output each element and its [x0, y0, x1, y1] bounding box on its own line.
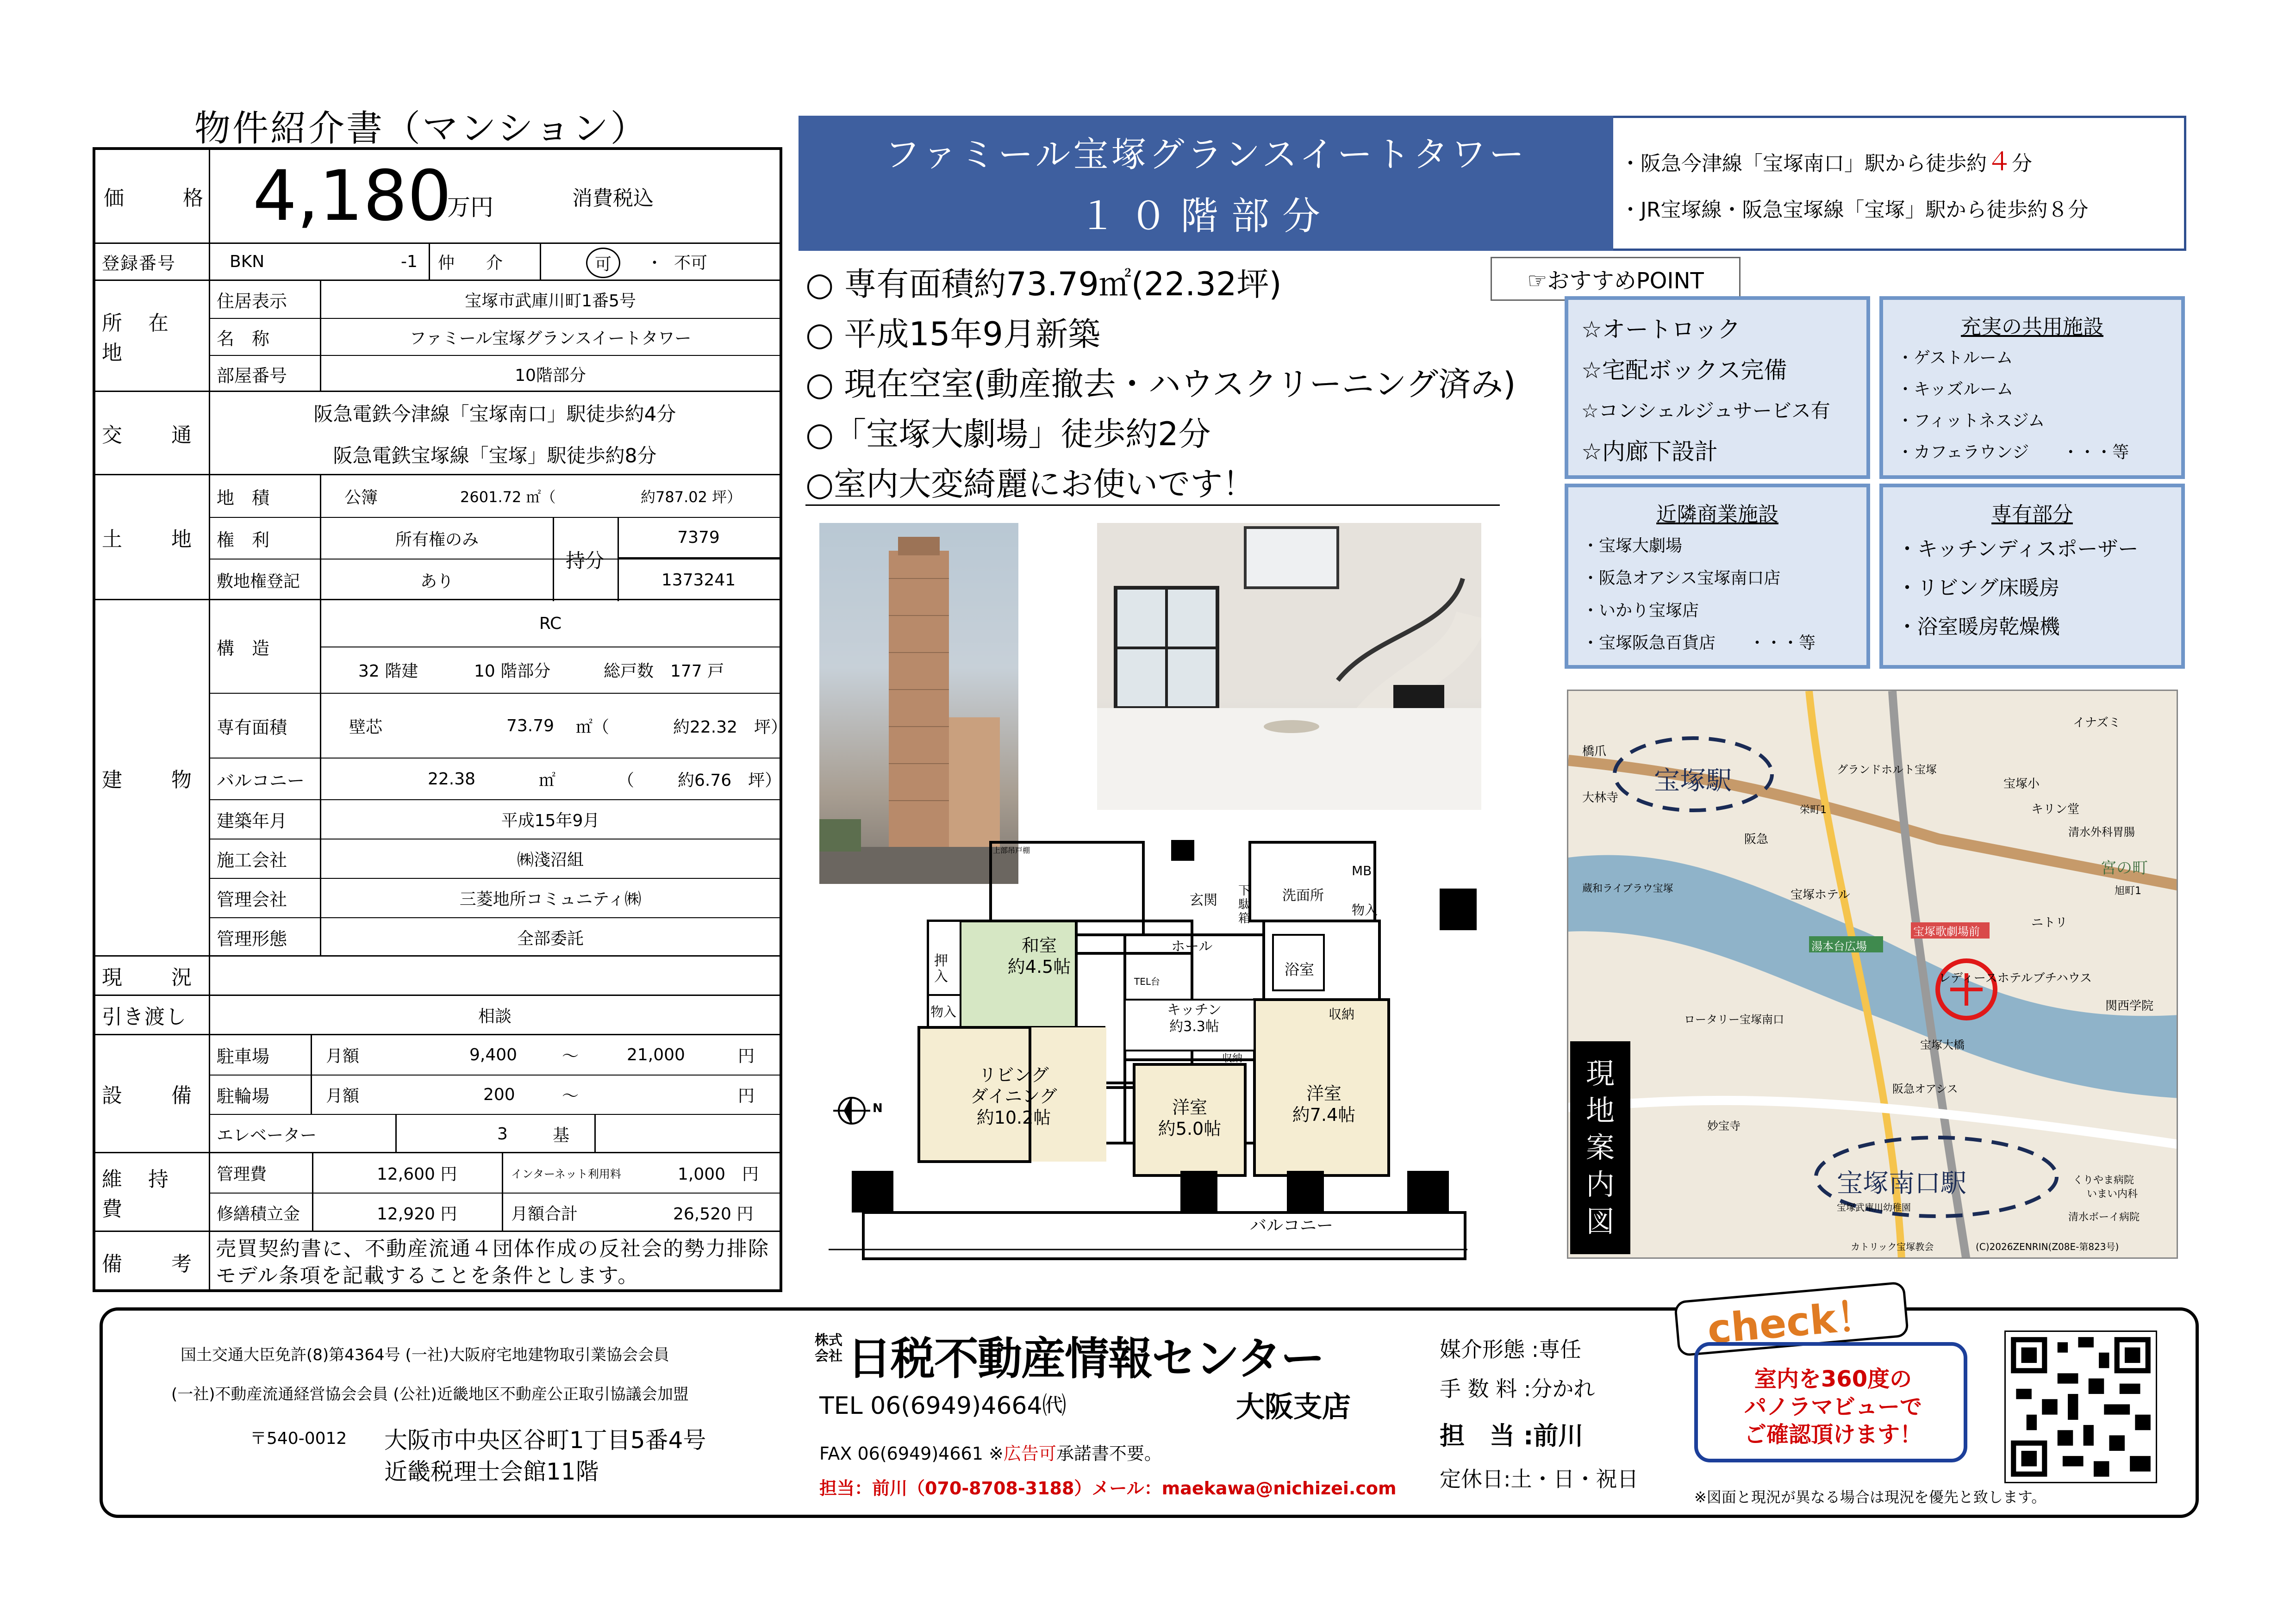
map-label: いまい内科	[2087, 1188, 2138, 1200]
parking-label: 駐車場	[210, 1035, 312, 1075]
broker-sep: ・	[646, 254, 663, 273]
monoire-2-label: 物入	[1352, 902, 1378, 918]
nearby-item: ・阪急オアシス宝塚南口店	[1582, 569, 1781, 588]
location-map	[1567, 690, 2178, 1259]
balcony-unit: ㎡	[539, 771, 556, 790]
private-item: ・キッチンディスポーザー	[1897, 537, 2139, 561]
hall-label: ホール	[1171, 939, 1213, 955]
map-label: 宝塚武庫川幼稚園	[1837, 1202, 1911, 1213]
disclaimer: ※図面と現況が異なる場合は現況を優先と致します。	[1694, 1488, 2046, 1506]
kitchen-label: キッチン 約3.3帖	[1167, 1002, 1222, 1035]
facilities-label: 設 備	[95, 1035, 210, 1152]
point-item: ☆コンシェルジュサービス有	[1581, 399, 1830, 422]
map-label: ロータリー宝塚南口	[1684, 1013, 1784, 1026]
point-item: ☆内廊下設計	[1581, 438, 1718, 465]
registration-suffix: -1	[401, 252, 418, 271]
highlight-item: ○ 現在空室(動産撤去・ハウスクリーニング済み)	[805, 365, 1516, 403]
map-label: レディースホテルブチハウス	[1939, 971, 2092, 985]
balcony-label: バルコニー	[210, 759, 321, 799]
mgmt-type-label: 管理形態	[210, 918, 321, 957]
shared-item: ・ゲストルーム	[1897, 348, 2013, 367]
registration-label: 登録番号	[95, 244, 210, 280]
license-line-1: 国土交通大臣免許(8)第4364号 (一社)大阪府宅地建物取引業協会会員	[181, 1346, 670, 1364]
elevator-count: 3	[497, 1125, 508, 1144]
registration-code: BKN	[230, 252, 265, 271]
oshiire-label: 押入	[934, 953, 948, 985]
getabako-label: 下駄箱	[1238, 884, 1251, 926]
genkan-label: 玄関	[1190, 892, 1217, 908]
company-name: 日税不動産情報センター	[847, 1333, 1324, 1385]
parking-min: 9,400	[469, 1045, 518, 1064]
agent-row: 担 当 :前川	[1440, 1421, 1584, 1450]
land-right-label: 権 利	[210, 518, 321, 559]
location-row	[95, 280, 780, 391]
facilities-row	[95, 1034, 780, 1152]
internet-fee: 1,000 円	[678, 1165, 759, 1184]
share-numerator: 7379	[618, 518, 780, 559]
balcony-value: 22.38	[428, 769, 476, 789]
map-label: 大林寺	[1582, 791, 1619, 805]
highlight-item: ○ 平成15年9月新築	[805, 315, 1100, 353]
holiday-row: 定休日:土・日・祝日	[1440, 1467, 1639, 1492]
map-label: 宝塚歌劇場前	[1913, 925, 1980, 938]
mgmt-co-label: 管理会社	[210, 879, 321, 917]
map-label: ニトリ	[2031, 916, 2068, 930]
room-value: 10階部分	[515, 366, 586, 385]
land-reg-value: あり	[420, 572, 454, 591]
shared-facilities-box	[1879, 296, 2185, 479]
yoshitsu-1-label: 洋室 約5.0帖	[1158, 1097, 1222, 1139]
location-label: 所 在 地	[95, 281, 210, 391]
bike-unit: 円	[738, 1087, 755, 1106]
highlight-item: ○ 専有面積約73.79㎡(22.32坪)	[805, 265, 1282, 303]
address-label: 住居表示	[210, 281, 321, 318]
parking-max: 21,000	[627, 1045, 685, 1064]
north-arrow-icon: N	[873, 1101, 883, 1115]
nearby-item: ・宝塚阪急百貨店 ・・・等	[1582, 634, 1816, 653]
private-item: ・リビング床暖房	[1897, 576, 2060, 600]
floor-area-value: 73.79	[506, 716, 555, 735]
balcony-plan-label: バルコニー	[1250, 1216, 1334, 1235]
fee-row: 手 数 料 :分かれ	[1440, 1376, 1595, 1401]
address-line-1: 大阪市中央区谷町1丁目5番4号	[384, 1427, 706, 1454]
mediation-row: 媒介形態 :専任	[1440, 1337, 1582, 1362]
point-item: ☆宅配ボックス完備	[1581, 357, 1787, 384]
takarazuka-station-label: 宝塚駅	[1654, 766, 1732, 796]
price-row	[95, 150, 780, 243]
branch-name: 大阪支店	[1236, 1390, 1351, 1424]
contact-line: 担当：前川（070-8708-3188）メール：maekawa@nichizei.com	[819, 1478, 1397, 1499]
map-label: グランドホルト宝塚	[1837, 763, 1937, 776]
map-label: 湯本台広場	[1811, 940, 1867, 953]
map-label: くりやま病院	[2073, 1175, 2134, 1186]
nearby-shops-title: 近隣商業施設	[1656, 503, 1778, 526]
builder-value: ㈱淺沼組	[517, 851, 584, 870]
land-area-value: 2601.72 ㎡（	[460, 488, 556, 506]
document-title: 物件紹介書（マンション）	[194, 108, 649, 149]
building-floors: 32 階建	[358, 661, 418, 681]
nearby-shops-box	[1565, 484, 1870, 669]
property-name: ファミール宝塚グランスイートタワー	[885, 134, 1527, 175]
panorama-note: 室内を360度の パノラマビューで ご確認頂けます！	[1744, 1366, 1922, 1448]
mb-label: MB	[1352, 863, 1372, 878]
zip-code: 〒540-0012	[250, 1429, 347, 1448]
access-line-2: ・JR宝塚線・阪急宝塚線「宝塚」駅から徒歩約８分	[1620, 198, 2089, 222]
mgmt-co-value: 三菱地所コミュニティ㈱	[459, 890, 642, 909]
price-label: 価 格	[95, 150, 210, 243]
check-badge: check！	[1674, 1281, 1909, 1356]
land-row	[95, 474, 780, 599]
handover-row	[95, 995, 780, 1034]
built-label: 建築年月	[210, 800, 321, 839]
fax-line: FAX 06(6949)4661 ※広告可承諾書不要。	[819, 1443, 1162, 1464]
remarks-label: 備 考	[95, 1232, 210, 1292]
parking-monthly: 月額	[326, 1047, 360, 1066]
map-label: 関西学院	[2105, 999, 2154, 1013]
map-label: 蔵和ライブラウ宝塚	[1582, 883, 1673, 895]
name-label: 名 称	[210, 319, 321, 355]
access-info	[1620, 139, 2089, 233]
land-area-type: 公簿	[344, 488, 378, 507]
company-prefix: 株式会社	[815, 1332, 842, 1364]
washitsu-label: 和室 約4.5帖	[1007, 935, 1071, 977]
shared-facilities-title: 充実の共用施設	[1961, 315, 2103, 339]
map-label: 妙宝寺	[1707, 1119, 1741, 1132]
room-label: 部屋番号	[210, 356, 321, 392]
repair-label: 修繕積立金	[217, 1205, 300, 1224]
price-unit: 万円	[447, 194, 493, 221]
highlights	[805, 259, 1516, 509]
remarks-text: 売買契約書に、不動産流通４団体作成の反社会的勢力排除モデル条項を記載することを条件とします。	[216, 1237, 769, 1287]
tel-number: TEL 06(6949)4664㈹	[819, 1392, 1067, 1420]
built-value: 平成15年9月	[501, 811, 600, 830]
highlight-item: ○「宝塚大劇場」徒歩約2分	[805, 415, 1211, 453]
senmenjo-label: 洗面所	[1282, 888, 1324, 904]
recommend-point-tag: ☞おすすめPOINT	[1491, 257, 1741, 301]
mgmt-type-value: 全部委託	[517, 929, 584, 948]
balcony-tsubo: 約6.76 坪）	[678, 771, 782, 790]
access-line-1: ・阪急今津線「宝塚南口」駅から徒歩約４分	[1620, 147, 2032, 176]
structure-label: 構 造	[210, 600, 321, 693]
map-label: 宝塚小	[2003, 777, 2040, 791]
parking-tilde: ～	[562, 1047, 579, 1066]
divider	[805, 504, 1500, 506]
builder-label: 施工会社	[210, 839, 321, 878]
private-item: ・浴室暖房乾燥機	[1897, 615, 2060, 639]
shared-item: ・カフェラウンジ ・・・等	[1897, 443, 2129, 462]
map-copyright: (C)2026ZENRIN(Z08E-第823号)	[1976, 1241, 2119, 1252]
map-label: 宝塚ホテル	[1791, 888, 1850, 902]
elevator-unit: 基	[553, 1126, 570, 1145]
map-label: 阪急オアシス	[1892, 1082, 1958, 1095]
transport-label: 交 通	[95, 392, 210, 474]
map-label: 阪急	[1744, 833, 1769, 846]
nearby-item: ・宝塚大劇場	[1582, 536, 1683, 555]
repair-value: 12,920 円	[377, 1205, 457, 1224]
registration-row	[95, 243, 780, 280]
land-label: 土 地	[95, 475, 210, 599]
mgmt-fee-value: 12,600 円	[377, 1165, 457, 1184]
map-label: 宮の町	[2101, 859, 2148, 877]
price-tax: 消費税込	[572, 187, 654, 210]
private-equipment-title: 専有部分	[1991, 503, 2073, 526]
map-label: キリン堂	[2031, 802, 2080, 816]
bike-tilde: ～	[562, 1087, 579, 1106]
map-label: イナズミ	[2073, 716, 2121, 730]
transport-row	[95, 391, 780, 474]
bike-label: 駐輪場	[210, 1076, 312, 1114]
shuno-2-label: 収納	[1222, 1053, 1243, 1064]
land-area-tsubo: 約787.02 坪）	[641, 488, 742, 506]
license-line-2: (一社)不動産流通経営協会会員 (公社)近畿地区不動産公正取引協議会加盟	[171, 1385, 689, 1404]
broker-yes: 可	[586, 248, 620, 278]
share-denominator: 1373241	[661, 570, 736, 590]
map-title-vertical: 現地案内図	[1570, 1041, 1630, 1254]
building-units: 総戸数 177 戸	[604, 661, 724, 681]
map-label: 宝塚大橋	[1920, 1038, 1965, 1051]
balcony-paren: （	[618, 771, 635, 790]
maintenance-row	[95, 1152, 780, 1231]
land-right-value: 所有権のみ	[395, 530, 479, 549]
address-value: 宝塚市武庫川町1番5号	[465, 291, 636, 311]
shared-item: ・キッズルーム	[1897, 380, 2014, 399]
handover-value: 相談	[478, 1007, 512, 1026]
elevator-label: エレベーター	[217, 1126, 317, 1145]
map-label: カトリック宝塚教会	[1851, 1241, 1934, 1252]
lobby-interior-photo	[1097, 523, 1481, 810]
spec-table	[93, 147, 788, 1292]
status-row	[95, 955, 780, 995]
land-reg-label: 敷地権登記	[210, 560, 321, 600]
tel-label: TEL台	[1134, 976, 1160, 987]
price-value: 4,180	[253, 156, 452, 236]
bike-monthly: 月額	[326, 1087, 360, 1106]
building-label: 建 物	[95, 600, 210, 955]
map-label: 橋爪	[1582, 745, 1607, 759]
total-label: 月額合計	[511, 1205, 578, 1224]
maintenance-label: 維 持 費	[95, 1153, 210, 1231]
floor-area-tsubo: 約22.32 坪）	[673, 717, 788, 737]
handover-label: 引き渡し	[95, 996, 210, 1034]
bath-label: 浴室	[1285, 961, 1315, 978]
address-line-2: 近畿税理士会館11階	[384, 1458, 599, 1485]
monoire-label: 物入	[930, 1004, 957, 1020]
internet-label: インターネット利用料	[511, 1168, 621, 1181]
qr-code-icon[interactable]	[2004, 1331, 2157, 1483]
building-floor: 10 階部分	[474, 661, 551, 681]
nearby-item: ・いかり宝塚店	[1582, 601, 1699, 620]
status-label: 現 況	[95, 957, 210, 995]
mgmt-fee-label: 管理費	[217, 1165, 267, 1184]
upper-shelf-label: 上部吊戸棚	[993, 846, 1030, 855]
property-name-block	[799, 116, 1613, 251]
floor-plan	[819, 815, 1532, 1268]
broker-no: 不可	[674, 254, 708, 273]
bike-min: 200	[483, 1085, 515, 1104]
minamiguchi-station-label: 宝塚南口駅	[1837, 1169, 1966, 1199]
map-label: 旭町1	[2115, 885, 2141, 897]
shuno-label: 収納	[1329, 1007, 1355, 1022]
floor-area-type: 壁芯	[349, 717, 383, 737]
shared-item: ・フィットネスジム	[1897, 411, 2045, 430]
building-row	[95, 599, 788, 955]
points-box	[1565, 296, 1870, 479]
parking-unit: 円	[738, 1047, 755, 1066]
private-equipment-box	[1879, 484, 2185, 669]
point-item: ☆オートロック	[1581, 316, 1741, 343]
living-label: リビング ダイニング 約10.2帖	[970, 1065, 1057, 1128]
map-label: 清水外科胃腸	[2068, 826, 2135, 839]
floor-area-label: 専有面積	[210, 694, 321, 758]
remarks-row	[95, 1231, 780, 1292]
yoshitsu-2-label: 洋室 約7.4帖	[1292, 1083, 1356, 1125]
map-label: 清水ボーイ病院	[2068, 1212, 2140, 1223]
structure-value: RC	[321, 600, 780, 647]
property-floor: １０階部分	[1078, 194, 1333, 238]
status-value	[210, 957, 780, 995]
transport-line-1: 阪急電鉄今津線「宝塚南口」駅徒歩約4分	[313, 403, 676, 425]
broker-label: 仲 介	[438, 254, 511, 273]
land-area-label: 地 積	[210, 475, 321, 517]
transport-line-2: 阪急電鉄宝塚線「宝塚」駅徒歩約8分	[333, 444, 657, 467]
share-label: 持分	[565, 549, 605, 572]
map-label: 栄町1	[1800, 804, 1827, 816]
total-value: 26,520 円	[673, 1205, 754, 1224]
highlight-item: ○室内大変綺麗にお使いです！	[805, 465, 1255, 503]
floor-area-unit: ㎡（	[576, 717, 610, 737]
name-value: ファミール宝塚グランスイートタワー	[409, 329, 692, 348]
